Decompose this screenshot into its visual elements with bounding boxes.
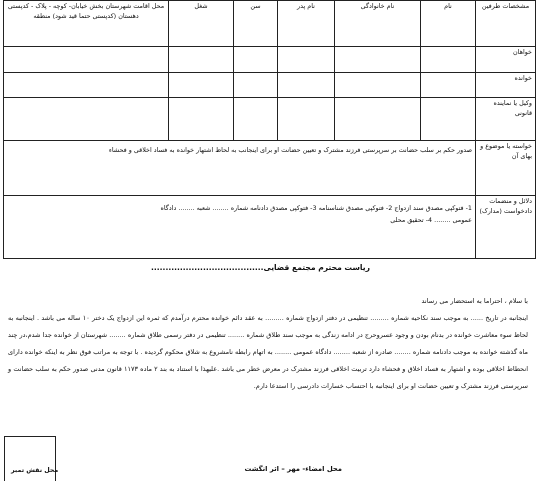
defendant-job-cell[interactable] [169, 73, 234, 98]
row-evidence [4, 196, 536, 259]
parties-table [3, 0, 536, 259]
representative-label: وکیل یا نماینده قانونی [476, 98, 536, 141]
claim-text: صدور حکم بر سلب حضانت بر سرپرستی فرزند مشترک و تعیین حضانت او برای اینجانب به لحاظ اشتهار خوانده به فساد اخلاقی و فحشاء [4, 141, 476, 196]
col-job-header: شغل [169, 1, 234, 47]
defendant-name-cell[interactable] [421, 73, 476, 98]
row-defendant [4, 73, 536, 98]
evidence-line-1: 1- فتوکپی مصدق سند ازدواج 2- فتوکپی مصدق شناسنامه 3- فتوکپی مصدق دادنامه شماره ........ شعبه ........ دادگاه [160, 204, 472, 212]
representative-address-cell[interactable] [4, 98, 169, 141]
evidence-label: دلائل و منضمات دادخواست (مدارک) [476, 196, 536, 259]
defendant-family-cell[interactable] [335, 73, 421, 98]
petition-title: ریاست محترم مجتمع قضایی....................................... [151, 263, 370, 272]
row-claim [4, 141, 536, 196]
signature-label: محل امضاء- مهر – اثر انگشت [244, 465, 342, 473]
plaintiff-address-cell[interactable] [4, 47, 169, 73]
row-representative [4, 98, 536, 141]
plaintiff-job-cell[interactable] [169, 47, 234, 73]
plaintiff-father-cell[interactable] [278, 47, 335, 73]
col-age-header: سن [234, 1, 278, 47]
representative-family-cell[interactable] [335, 98, 421, 141]
evidence-line-2: عمومی ........ 4- تحقیق محلی [390, 215, 472, 224]
header-row [4, 1, 536, 47]
representative-age-cell[interactable] [234, 98, 278, 141]
plaintiff-family-cell[interactable] [335, 47, 421, 73]
defendant-address-cell[interactable] [4, 73, 169, 98]
petition-greeting: با سلام ، احتراما به استحضار می رساند [421, 297, 528, 305]
col-name-header: نام [421, 1, 476, 47]
petition-body [8, 293, 528, 395]
evidence-cell [4, 196, 476, 259]
col-specs-header: مشخصات طرفین [476, 1, 536, 47]
representative-job-cell[interactable] [169, 98, 234, 141]
stamp-label: محل نقش تمبر [11, 467, 59, 474]
plaintiff-label: خواهان [476, 47, 536, 73]
petition-text: اینجانبه در تاریخ ...... به موجب سند نکاحیه شماره ......... تنظیمی در دفتر ازدواج شماره ......... به عقد دائم خوانده محترم درآمدم که ثمره این ازدواج یک دختر ۱۰ ساله می باشد . اینجانبه به لحاظ سوء معاشرت خوانده در بدنام بودن و وجود عسروحرج در ادامه زندگی به موجب سند طلاق شماره ........ تنظیمی در دفتر رسمی طلاق شماره ........ شهرستان از خوانده جدا شدم،در چند ماه گذشته خوانده به موجب دادنامه شماره ........ صادره از شعبه ........ دادگاه عمومی ........ به اتهام رابطه نامشروع به شلاق محکوم گردیده . با توجه به مراتب فوق نظر به اینکه خوانده دارای انحطاط اخلاقی بوده و اشتهار به فساد اخلاق و فحشاء دارد تربیت اخلاقی فرزند مشترک در معرض خطر می باشد .علیهذا با استناد به بند ۲ ماده ۱۱۷۳ قانون مدنی صدور حکم به سلب حضانت و سرپرستی فرزند مشترک و تعیین حضانت او برای اینجانبه با احتساب خسارات دادرسی را استدعا دارم. [8, 314, 528, 390]
col-father-header: نام پدر [278, 1, 335, 47]
row-plaintiff [4, 47, 536, 73]
plaintiff-age-cell[interactable] [234, 47, 278, 73]
stamp-box [4, 436, 59, 481]
claim-label: خواسته یا موضوع و بهای آن [476, 141, 536, 196]
defendant-label: خوانده [476, 73, 536, 98]
defendant-age-cell[interactable] [234, 73, 278, 98]
defendant-father-cell[interactable] [278, 73, 335, 98]
plaintiff-name-cell[interactable] [421, 47, 476, 73]
col-family-header: نام خانوادگی [335, 1, 421, 47]
representative-father-cell[interactable] [278, 98, 335, 141]
representative-name-cell[interactable] [421, 98, 476, 141]
col-address-header: محل اقامت شهرستان بخش خیابان- کوچه - پلاک - کدپستی دهستان (کدپستی حتما قید شود) منطقه [4, 1, 169, 47]
